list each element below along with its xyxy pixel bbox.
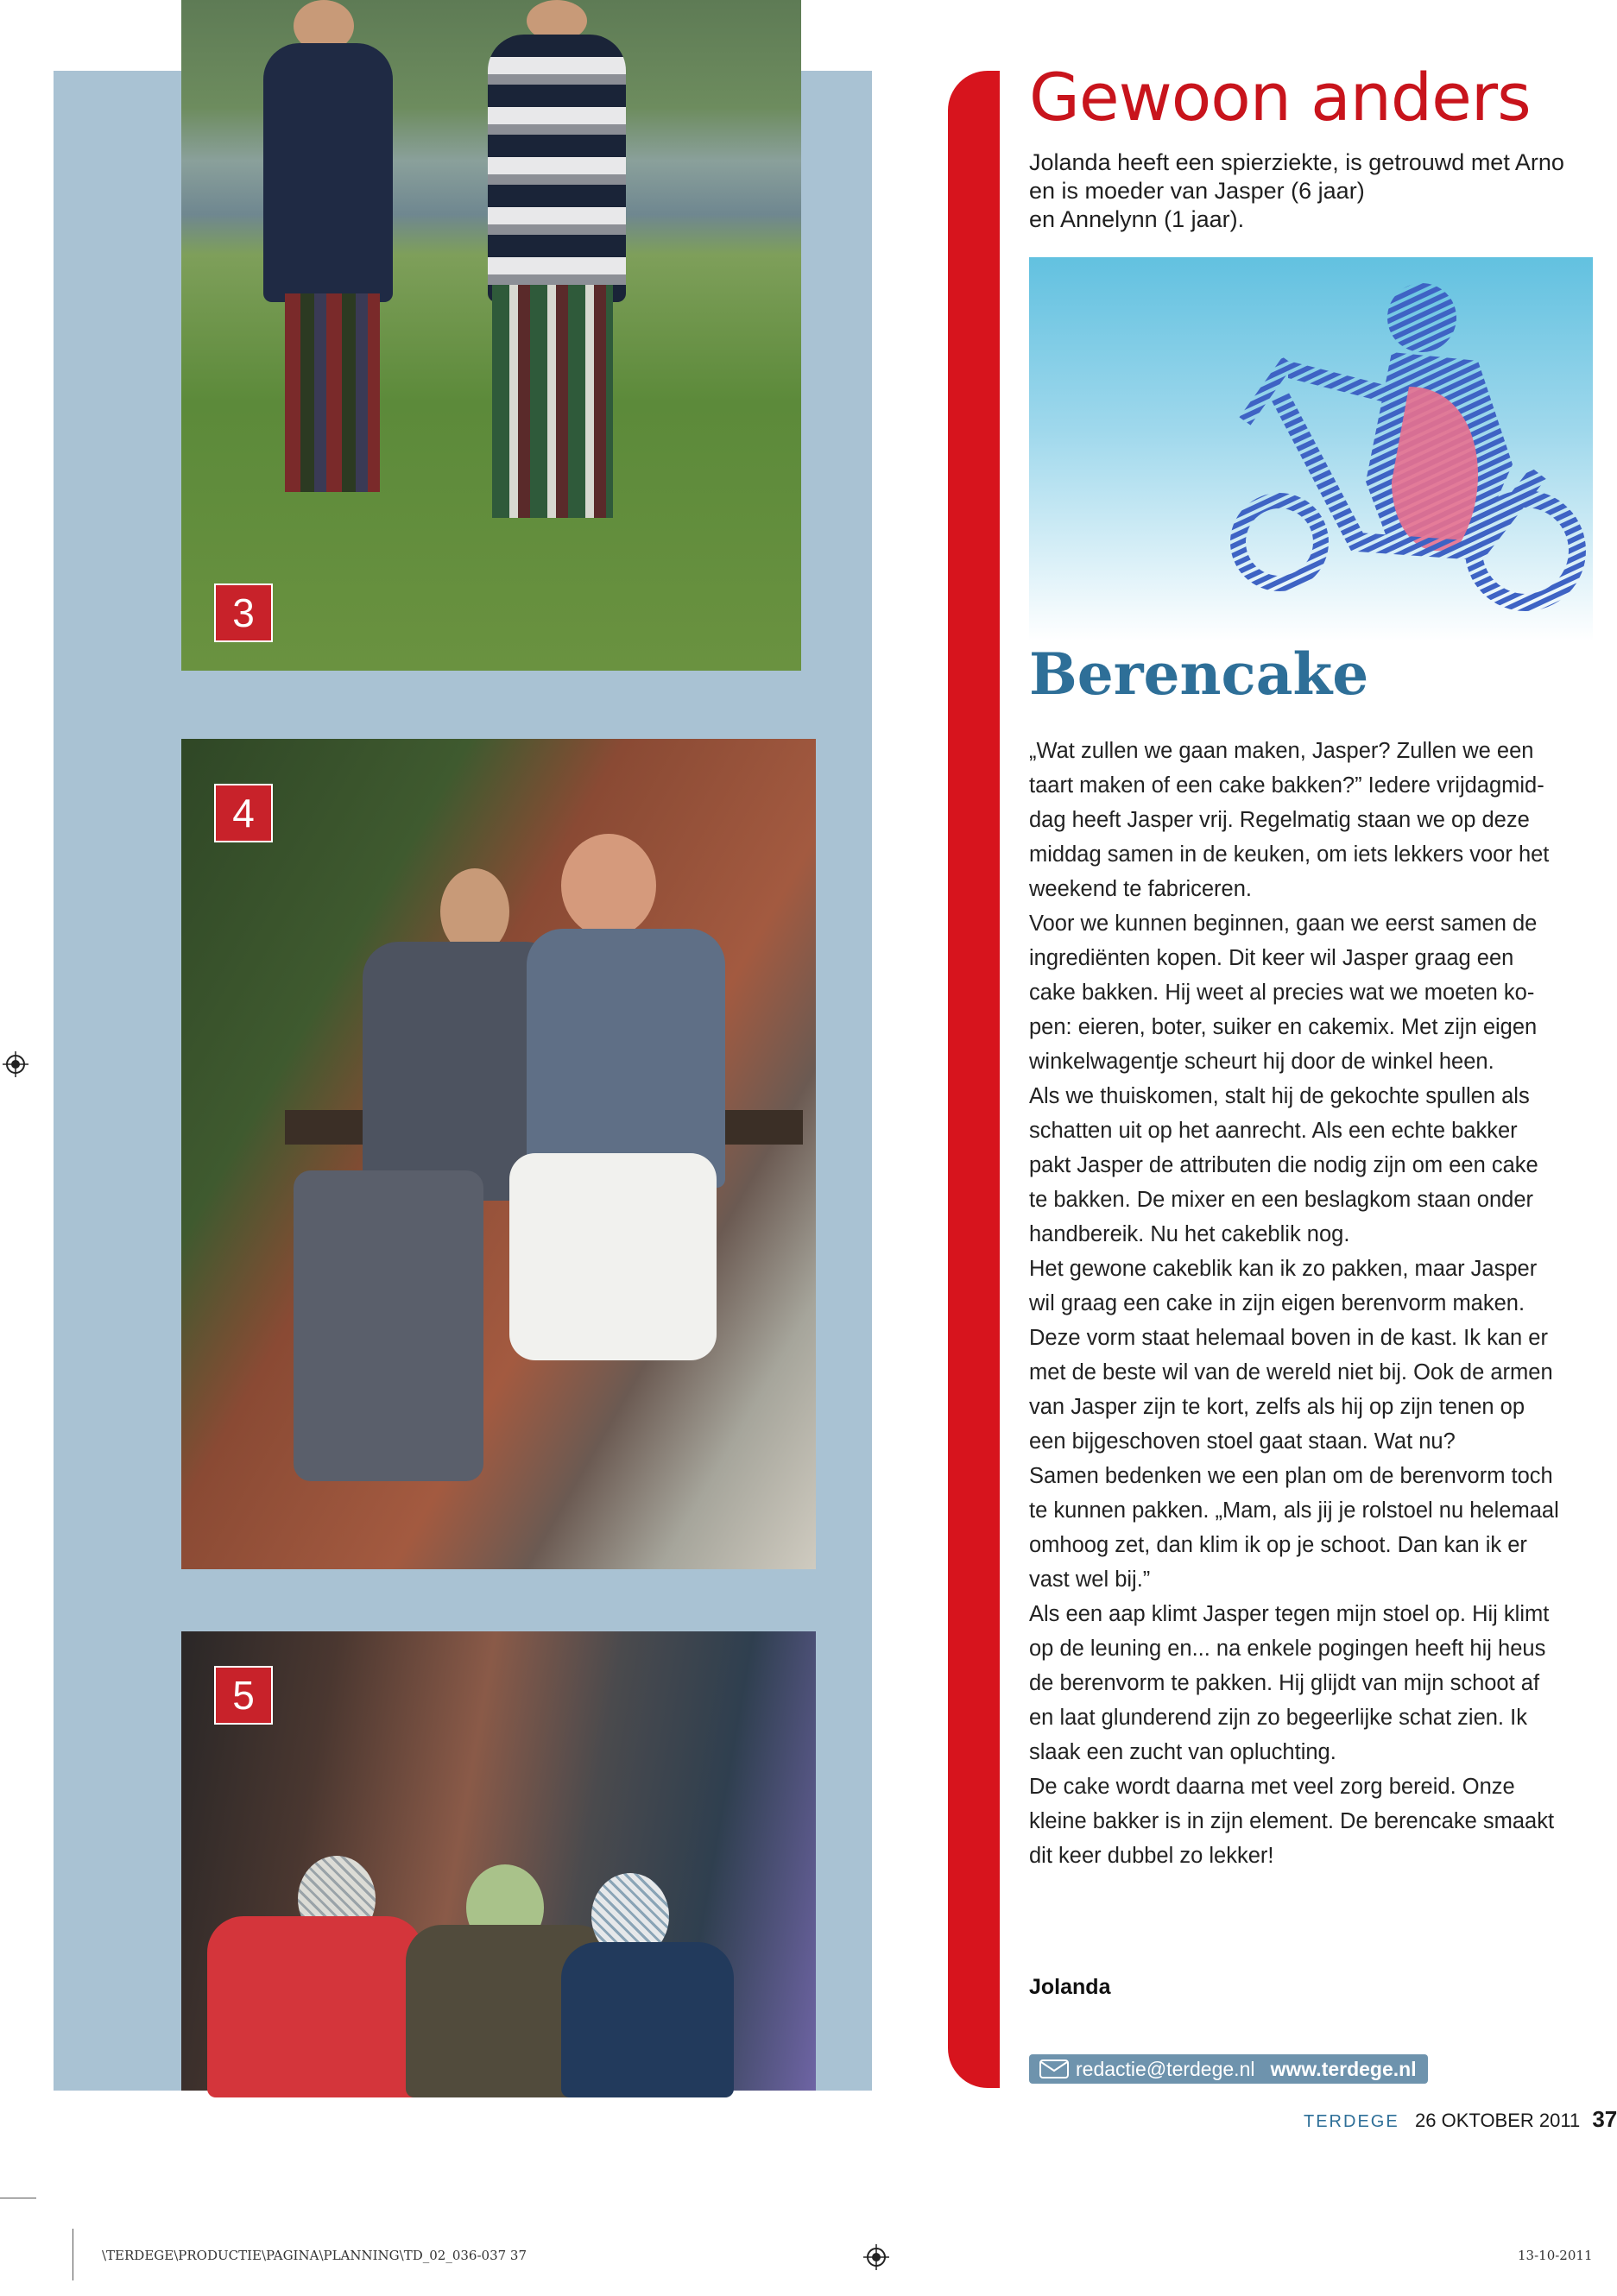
person-legs bbox=[294, 1170, 483, 1481]
print-slug-date: 13-10-2011 bbox=[1518, 2248, 1593, 2263]
page-title: Gewoon anders bbox=[1029, 59, 1531, 136]
body-line: op de leuning en... na enkele pogingen heeft hij heus bbox=[1029, 1637, 1546, 1661]
body-line: van Jasper zijn te kort, zelfs als hij op zijn tenen op bbox=[1029, 1395, 1525, 1419]
body-line: kleine bakker is in zijn element. De berencake smaakt bbox=[1029, 1809, 1555, 1833]
article-body bbox=[1029, 734, 1593, 1873]
body-line: „Wat zullen we gaan maken, Jasper? Zullen we een bbox=[1029, 739, 1534, 763]
intro-text bbox=[1029, 148, 1599, 234]
intro-line: Jolanda heeft een spierziekte, is getrouwd met Arno bbox=[1029, 149, 1564, 175]
photo-men-in-kilts bbox=[181, 0, 801, 671]
body-line: ingrediënten kopen. Dit keer wil Jasper graag een bbox=[1029, 946, 1514, 970]
white-skirt bbox=[509, 1153, 717, 1360]
page-number: 37 bbox=[1592, 2106, 1617, 2132]
intro-line: en Annelynn (1 jaar). bbox=[1029, 206, 1245, 232]
photo-three-girls bbox=[181, 1631, 816, 2091]
author-name: Jolanda bbox=[1029, 1975, 1111, 1999]
body-line: Samen bedenken we een plan om de berenvorm toch bbox=[1029, 1464, 1553, 1488]
body-line: vast wel bij.” bbox=[1029, 1567, 1151, 1592]
body-line: schatten uit op het aanrecht. Als een echte bakker bbox=[1029, 1119, 1518, 1143]
body-line: handbereik. Nu het cakeblik nog. bbox=[1029, 1222, 1350, 1246]
person-torso bbox=[263, 43, 393, 302]
body-line: taart maken of een cake bakken?” Iedere vrijdagmid- bbox=[1029, 773, 1544, 798]
contact-website-link[interactable]: www.terdege.nl bbox=[1270, 2058, 1417, 2080]
body-line: Deze vorm staat helemaal boven in de kast. Ik kan er bbox=[1029, 1326, 1548, 1350]
person-shirt bbox=[207, 1916, 423, 2097]
person-head bbox=[561, 834, 656, 937]
contact-email-link[interactable]: redactie@terdege.nl bbox=[1076, 2058, 1255, 2080]
body-line: weekend te fabriceren. bbox=[1029, 877, 1252, 901]
photo-number-badge: 3 bbox=[214, 583, 273, 642]
body-line: Het gewone cakeblik kan ik zo pakken, maar Jasper bbox=[1029, 1257, 1538, 1281]
wheelchair-user-icon bbox=[1029, 257, 1593, 641]
body-line: Als we thuiskomen, stalt hij de gekochte spullen als bbox=[1029, 1084, 1530, 1108]
registration-mark-icon bbox=[3, 1051, 28, 1077]
body-line: pakt Jasper de attributen die nodig zijn om een cake bbox=[1029, 1153, 1538, 1177]
kilt bbox=[285, 293, 380, 492]
body-line: cake bakken. Hij weet al precies wat we moeten ko- bbox=[1029, 981, 1535, 1005]
body-line: dag heeft Jasper vrij. Regelmatig staan we op deze bbox=[1029, 808, 1530, 832]
section-title: Berencake bbox=[1029, 640, 1369, 708]
body-line: omhoog zet, dan klim ik op je schoot. Dan kan ik er bbox=[1029, 1533, 1527, 1557]
body-line: middag samen in de keuken, om iets lekkers voor het bbox=[1029, 842, 1550, 867]
contact-box bbox=[1029, 2054, 1428, 2084]
mail-icon bbox=[1039, 2059, 1069, 2078]
person-shirt bbox=[561, 1942, 734, 2097]
body-line: en laat glunderend zijn zo begeerlijke schat zien. Ik bbox=[1029, 1706, 1527, 1730]
body-line: met de beste wil van de wereld niet bij. Ook de armen bbox=[1029, 1360, 1553, 1385]
person-torso bbox=[488, 35, 626, 302]
publication-name: TERDEGE bbox=[1304, 2112, 1399, 2131]
body-line: slaak een zucht van opluchting. bbox=[1029, 1740, 1336, 1764]
person-vest bbox=[527, 929, 725, 1188]
body-line: te kunnen pakken. „Mam, als jij je rolstoel nu helemaal bbox=[1029, 1498, 1559, 1523]
body-line: De cake wordt daarna met veel zorg bereid. Onze bbox=[1029, 1775, 1515, 1799]
photo-number-badge: 4 bbox=[214, 784, 273, 842]
intro-line: en is moeder van Jasper (6 jaar) bbox=[1029, 178, 1365, 204]
body-line: Als een aap klimt Jasper tegen mijn stoel op. Hij klimt bbox=[1029, 1602, 1550, 1626]
photo-couple-on-bench bbox=[181, 739, 816, 1569]
photo-number-badge: 5 bbox=[214, 1666, 273, 1725]
body-line: Voor we kunnen beginnen, gaan we eerst samen de bbox=[1029, 911, 1538, 936]
body-line: te bakken. De mixer en een beslagkom staan onder bbox=[1029, 1188, 1534, 1212]
body-line: een bijgeschoven stoel gaat staan. Wat nu? bbox=[1029, 1429, 1456, 1454]
body-line: wil graag een cake in zijn eigen berenvorm maken. bbox=[1029, 1291, 1525, 1315]
print-slug-path: \TERDEGE\PRODUCTIE\PAGINA\PLANNING\TD_02_036-037 37 bbox=[102, 2248, 527, 2263]
body-line: pen: eieren, boter, suiker en cakemix. Met zijn eigen bbox=[1029, 1015, 1538, 1039]
issue-date: 26 OKTOBER 2011 bbox=[1415, 2110, 1581, 2131]
red-accent-bar bbox=[948, 71, 1000, 2088]
registration-mark-icon bbox=[863, 2244, 889, 2270]
page-footer bbox=[1304, 2106, 1617, 2133]
body-line: de berenvorm te pakken. Hij glijdt van mijn schoot af bbox=[1029, 1671, 1540, 1695]
body-line: dit keer dubbel zo lekker! bbox=[1029, 1844, 1274, 1868]
wheelchair-illustration bbox=[1029, 257, 1593, 641]
kilt bbox=[492, 285, 613, 518]
body-line: winkelwagentje scheurt hij door de winkel heen. bbox=[1029, 1050, 1494, 1074]
